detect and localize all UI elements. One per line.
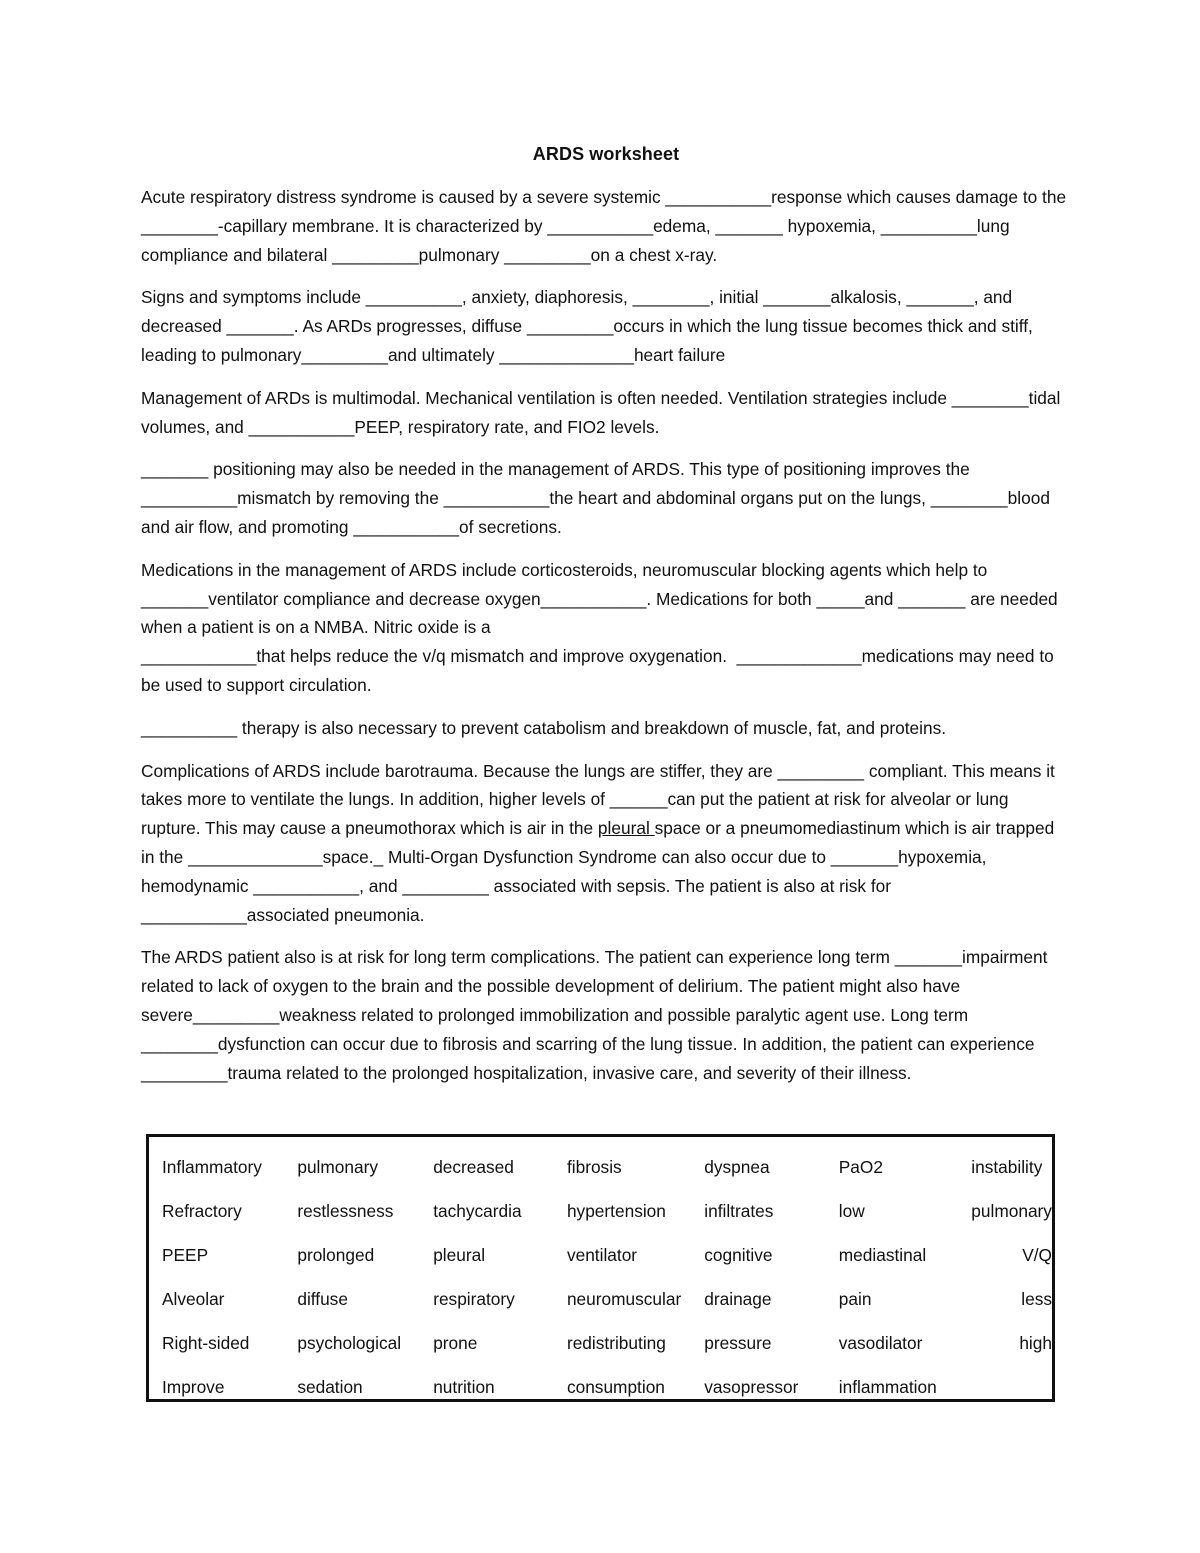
word-bank-cell: restlessness <box>297 1200 394 1221</box>
blank[interactable]: ___________ <box>540 588 647 609</box>
blank[interactable]: ________ <box>141 1033 218 1054</box>
blank[interactable]: _________ <box>504 244 591 265</box>
word-bank-cell: hypertension <box>566 1200 666 1221</box>
word-bank-cell: Right-sided <box>162 1332 250 1353</box>
word-bank-cell: high <box>1019 1332 1052 1353</box>
word-bank-cell: Inflammatory <box>162 1156 262 1177</box>
blank[interactable]: _______ <box>715 215 783 236</box>
text: compliant. This means it takes more to ventilate the lungs. In addition, higher levels of <box>141 760 1055 810</box>
text: Multi-Organ Dysfunction Syndrome can also occur due to <box>383 846 831 867</box>
word-bank-cell: cognitive <box>704 1244 773 1265</box>
word-bank-cell: mediastinal <box>838 1244 927 1265</box>
text: dysfunction can occur due to fibrosis and scarring of the lung tissue. In addition, the patient can experience <box>217 1033 1035 1054</box>
word-bank-cell: fibrosis <box>566 1156 622 1177</box>
word-bank-row <box>162 1233 1052 1277</box>
blank[interactable]: _ <box>373 846 384 867</box>
text: space or a pneumomediastinum which is air trapped in the <box>141 818 1055 867</box>
word-bank <box>146 1134 1055 1402</box>
text: Management of ARDs is multimodal. Mechanical ventilation is often needed. Ventilation strategies include <box>141 387 952 408</box>
word-bank-cell: low <box>838 1200 865 1221</box>
blank[interactable]: _______ <box>141 588 209 609</box>
blank[interactable]: ___________ <box>443 488 550 509</box>
text: tidal volumes, and <box>141 387 1061 437</box>
word-bank-cell: infiltrates <box>704 1200 774 1221</box>
word-bank-cell: pulmonary <box>297 1156 379 1177</box>
word-bank-row <box>162 1145 1052 1189</box>
word-bank-row <box>162 1321 1052 1365</box>
blank[interactable]: ____________ <box>141 646 257 667</box>
paragraph-complications <box>141 757 1071 930</box>
word-bank-cell: redistributing <box>566 1332 666 1353</box>
text: blood and air flow, and promoting <box>141 488 1050 537</box>
text: therapy is also necessary to prevent catabolism and breakdown of muscle, fat, and proteins. <box>237 717 947 738</box>
word-bank-cell: pleural <box>433 1244 486 1265</box>
text: can put the patient at risk for alveolar or lung rupture. This may cause a pneumothorax which is air in the <box>141 789 1009 839</box>
underlined-word: pleural <box>597 818 655 839</box>
blank[interactable]: _______ <box>763 287 831 308</box>
text: impairment related to lack of oxygen to the brain and the possible development of delirium. The patient might also have severe <box>141 947 1048 1025</box>
blank[interactable]: ___________ <box>141 904 247 925</box>
text: trauma related to the prolonged hospitalization, invasive care, and severity of their illness. <box>227 1062 912 1083</box>
blank[interactable]: _______ <box>894 947 962 968</box>
word-bank-cell: Improve <box>162 1376 225 1397</box>
word-bank-cell: drainage <box>704 1288 772 1309</box>
blank[interactable]: ___________ <box>253 875 360 896</box>
word-bank-cell: pressure <box>704 1332 772 1353</box>
blank[interactable]: _______ <box>830 846 899 867</box>
word-bank-cell: nutrition <box>433 1376 495 1397</box>
text: occurs in which the lung tissue becomes thick and stiff, leading to pulmonary <box>141 316 1033 365</box>
blank[interactable]: ________ <box>951 387 1029 408</box>
blank[interactable]: _________ <box>777 760 865 781</box>
text: Medications in the management of ARDS include corticosteroids, neuromuscular blocking agents which help to <box>141 559 988 580</box>
word-bank-cell: vasodilator <box>838 1332 923 1353</box>
word-bank-cell: respiratory <box>433 1288 515 1309</box>
text: are needed when a patient is on a NMBA. Nitric oxide is a <box>141 588 1058 638</box>
text: hypoxemia, <box>782 215 881 236</box>
word-bank-cell: V/Q <box>1022 1244 1052 1265</box>
text: Signs and symptoms include <box>141 287 366 308</box>
word-bank-cell: sedation <box>297 1376 363 1397</box>
word-bank-row <box>162 1365 1052 1409</box>
word-bank-cell: Alveolar <box>162 1288 225 1309</box>
word-bank-cell <box>971 1365 1052 1409</box>
blank[interactable]: _______ <box>226 316 294 337</box>
text: ventilator compliance and decrease oxygen <box>208 588 541 609</box>
blank[interactable]: __________ <box>141 488 238 509</box>
text: membrane. It is characterized by <box>291 215 548 236</box>
blank[interactable]: __________ <box>365 287 462 308</box>
blank[interactable]: _____________ <box>736 646 862 667</box>
text: PEEP, respiratory rate, and FIO2 levels. <box>354 416 660 437</box>
text: , initial <box>709 287 764 308</box>
text: Complications of ARDS include barotrauma. Because the lungs are stiffer, they are <box>141 760 778 781</box>
paragraph-medications <box>141 556 1071 700</box>
word-bank-cell: psychological <box>297 1332 402 1353</box>
blank[interactable]: ______________ <box>188 846 323 867</box>
word-bank-row <box>162 1189 1052 1233</box>
blank[interactable]: ________ <box>141 215 218 236</box>
blank[interactable]: _________ <box>301 344 388 365</box>
word-bank-cell: prone <box>433 1332 478 1353</box>
paragraph-long-term <box>141 943 1071 1087</box>
word-bank-cell: PEEP <box>162 1244 209 1265</box>
blank[interactable]: ___________ <box>353 516 460 537</box>
text: hypoxemia, hemodynamic <box>141 846 987 896</box>
text: that helps reduce the v/q mismatch and improve oxygenation. <box>256 646 737 667</box>
text: The ARDS patient also is at risk for long term complications. The patient can experience long term <box>141 947 895 968</box>
worksheet-page <box>141 144 1071 1101</box>
word-bank-cell: diffuse <box>297 1288 348 1309</box>
text: on a chest x-ray. <box>590 244 718 265</box>
text: response which causes damage to the <box>771 187 1067 207</box>
blank[interactable]: _________ <box>402 875 489 896</box>
blank[interactable]: _________ <box>192 1004 280 1025</box>
blank[interactable]: __________ <box>880 215 977 236</box>
word-bank-cell: PaO2 <box>838 1156 883 1177</box>
text: , and <box>359 875 403 896</box>
word-bank-cell: pulmonary <box>971 1200 1052 1221</box>
text: associated pneumonia. <box>246 904 425 925</box>
text: medications may need to be used to support circulation. <box>141 646 1054 695</box>
text: , anxiety, diaphoresis, <box>461 287 633 308</box>
word-bank-cell: pain <box>838 1288 872 1309</box>
blank[interactable]: ________ <box>930 488 1008 509</box>
text: heart failure <box>633 344 726 365</box>
blank[interactable]: ________ <box>632 287 710 308</box>
text: -capillary <box>217 215 292 236</box>
word-bank-cell: decreased <box>433 1156 514 1177</box>
paragraph-positioning <box>141 455 1071 541</box>
paragraph-nutrition <box>141 714 1071 743</box>
page-title: ARDS worksheet <box>532 144 680 164</box>
blank[interactable]: ______________ <box>499 344 634 365</box>
blank[interactable]: ___________ <box>547 215 654 236</box>
text: Acute respiratory distress syndrome is caused by a severe systemic <box>141 187 666 207</box>
text: weakness related to prolonged immobilization and possible paralytic agent use. Long term <box>279 1004 969 1025</box>
paragraph-signs-symptoms <box>141 283 1071 369</box>
blank[interactable]: ___________ <box>248 416 355 437</box>
blank[interactable]: _________ <box>141 1062 228 1083</box>
blank[interactable]: _________ <box>332 244 419 265</box>
blank[interactable]: _____ <box>816 588 865 609</box>
word-bank-row <box>162 1277 1052 1321</box>
text: . As ARDs progresses, diffuse <box>293 316 527 337</box>
word-bank-cell: instability <box>971 1156 1043 1177</box>
blank[interactable]: __________ <box>141 717 238 738</box>
text: edema, <box>653 215 716 236</box>
word-bank-cell: consumption <box>566 1376 665 1397</box>
blank[interactable]: ______ <box>609 789 668 810</box>
word-bank-cell: neuromuscular <box>566 1288 682 1309</box>
word-bank-table <box>162 1145 1052 1409</box>
blank[interactable]: _______ <box>906 287 974 308</box>
text: mismatch by removing the <box>237 488 444 509</box>
text: alkalosis, <box>830 287 907 308</box>
blank[interactable]: _______ <box>141 459 209 480</box>
text: . Medications for both <box>646 588 817 609</box>
word-bank-cell: dyspnea <box>704 1156 770 1177</box>
text: the heart and abdominal organs put on the lungs, <box>549 488 931 509</box>
text: pulmonary <box>418 244 505 265</box>
word-bank-cell: tachycardia <box>433 1200 522 1221</box>
blank[interactable]: ___________ <box>665 187 772 207</box>
word-bank-cell: ventilator <box>566 1244 638 1265</box>
text: lung compliance and bilateral <box>141 215 1010 265</box>
word-bank-cell: vasopressor <box>704 1376 799 1397</box>
paragraph-management <box>141 384 1071 442</box>
word-bank-cell: inflammation <box>838 1376 937 1397</box>
text: , and decreased <box>141 287 1013 337</box>
paragraph-definition <box>141 183 1071 269</box>
word-bank-cell: prolonged <box>297 1244 375 1265</box>
blank[interactable]: _________ <box>526 316 614 337</box>
word-bank-cell: Refractory <box>162 1200 242 1221</box>
text: associated with sepsis. The patient is also at risk for <box>488 875 892 896</box>
text: space. <box>322 846 374 867</box>
text: of secretions. <box>459 516 562 537</box>
word-bank-cell: less <box>1021 1288 1052 1309</box>
text: positioning may also be needed in the management of ARDS. This type of positioning improves the <box>208 459 970 480</box>
text: and ultimately <box>387 344 500 365</box>
text: and <box>864 588 899 609</box>
blank[interactable]: _______ <box>898 588 966 609</box>
